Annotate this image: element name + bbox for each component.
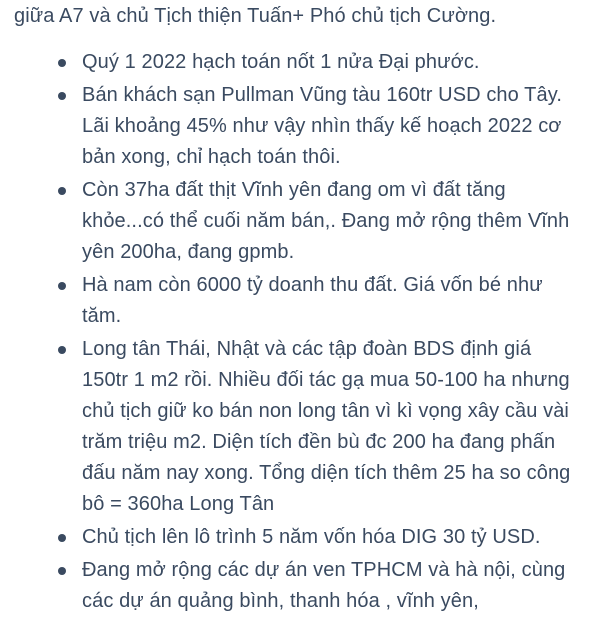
bullet-icon xyxy=(58,346,66,354)
list-item-text: Quý 1 2022 hạch toán nốt 1 nửa Đại phước. xyxy=(82,51,480,73)
list-item-text: Long tân Thái, Nhật và các tập đoàn BDS định giá 150tr 1 m2 rồi. Nhiều đối tác gạ mua 50-100 ha nhưng chủ tịch giữ ko bán non long tân vì kì vọng xây cầu vài trăm triệu m2. Diện tích đền bù đc 200 ha đang phấn đấu năm nay xong. Tổng diện tích thêm 25 ha so công bô = 360ha Long Tân xyxy=(82,338,571,515)
list-item xyxy=(0,270,600,332)
bullet-icon xyxy=(58,567,66,575)
bullet-list xyxy=(0,47,600,619)
list-item xyxy=(0,522,600,553)
list-item xyxy=(0,80,600,173)
intro-line: giữa A7 và chủ Tịch thiện Tuấn+ Phó chủ tịch Cường. xyxy=(14,5,497,27)
bullet-icon xyxy=(58,187,66,195)
list-item xyxy=(0,334,600,520)
list-item xyxy=(0,175,600,268)
list-item-text: Bán khách sạn Pullman Vũng tàu 160tr USD cho Tây. Lãi khoảng 45% như vậy nhìn thấy kế hoạch 2022 cơ bản xong, chỉ hạch toán thôi. xyxy=(82,84,562,168)
list-item xyxy=(0,47,600,78)
bullet-icon xyxy=(58,92,66,100)
list-item-text: Còn 37ha đất thịt Vĩnh yên đang om vì đất tăng khỏe...có thể cuối năm bán,. Đang mở rộng thêm Vĩnh yên 200ha, đang gpmb. xyxy=(82,179,570,263)
list-item-text: Đang mở rộng các dự án ven TPHCM và hà nội, cùng các dự án quảng bình, thanh hóa , vĩnh yên, xyxy=(82,559,566,612)
list-item xyxy=(0,555,600,617)
list-item-text: Chủ tịch lên lô trình 5 năm vốn hóa DIG 30 tỷ USD. xyxy=(82,526,541,548)
bullet-icon xyxy=(58,282,66,290)
bullet-icon xyxy=(58,534,66,542)
list-item-text: Hà nam còn 6000 tỷ doanh thu đất. Giá vốn bé như tăm. xyxy=(82,274,543,327)
bullet-icon xyxy=(58,59,66,67)
